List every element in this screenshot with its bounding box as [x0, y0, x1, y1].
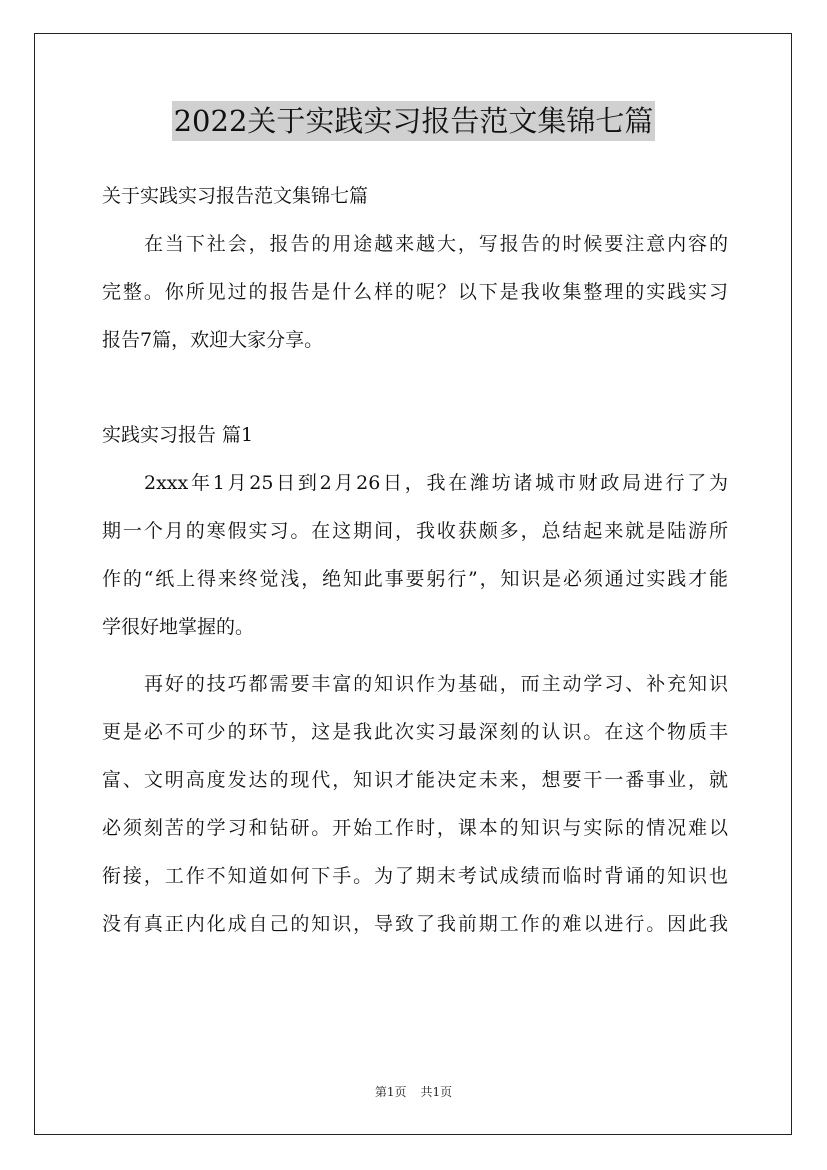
document-body	[102, 172, 728, 948]
intro-line: 报告7篇，欢迎大家分享。	[102, 329, 324, 351]
paragraph2-line: 衔接，工作不知道如何下手。为了期末考试成绩而临时背诵的知识也	[102, 865, 728, 887]
page-number: 第1页	[374, 1085, 407, 1099]
section-heading: 实践实习报告 篇1	[102, 424, 254, 446]
paragraph2-line: 更是必不可少的环节，这是我此次实习最深刻的认识。在这个物质丰	[102, 721, 728, 743]
paragraph2-line: 必须刻苦的学习和钻研。开始工作时，课本的知识与实际的情况难以	[102, 817, 728, 839]
page-total: 共1页	[420, 1085, 453, 1099]
intro-line: 完整。你所见过的报告是什么样的呢？以下是我收集整理的实践实习	[102, 281, 728, 303]
paragraph2-line: 再好的技巧都需要丰富的知识作为基础，而主动学习、补充知识	[144, 673, 728, 695]
paragraph1-line: 作的“纸上得来终觉浅，绝知此事要躬行”，知识是必须通过实践才能	[102, 568, 728, 590]
paragraph2-line: 富、文明高度发达的现代，知识才能决定未来，想要干一番事业，就	[102, 769, 728, 791]
intro-line: 在当下社会，报告的用途越来越大，写报告的时候要注意内容的	[144, 233, 728, 255]
paragraph1-line: 期一个月的寒假实习。在这期间，我收获颇多，总结起来就是陆游所	[102, 520, 728, 542]
paragraph1-line: 2xxx年1月25日到2月26日，我在潍坊诸城市财政局进行了为	[144, 472, 728, 494]
paragraph2-line: 没有真正内化成自己的知识，导致了我前期工作的难以进行。因此我	[102, 913, 728, 935]
section-spacer	[102, 364, 728, 411]
title-container	[0, 101, 827, 141]
document-subtitle: 关于实践实习报告范文集锦七篇	[102, 185, 369, 207]
page-footer	[0, 1083, 827, 1100]
paragraph-spacer	[102, 651, 728, 660]
paragraph1-line: 学很好地掌握的。	[102, 616, 255, 638]
document-title: 2022关于实践实习报告范文集锦七篇	[172, 101, 656, 141]
